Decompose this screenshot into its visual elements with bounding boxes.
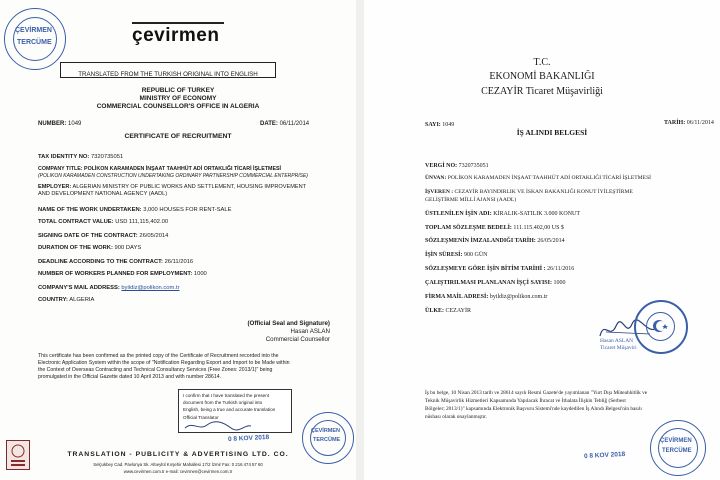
workers-field [38,271,207,277]
country-label: COUNTRY: [38,297,68,303]
signatory-title: Ticaret Müşaviri [600,345,637,351]
mail-value: byildiz@polikon.com.tr [489,294,548,300]
header-ministry: EKONOMİ BAKANLIĞI [489,71,595,82]
footer-line: Bölgeler; 2013/1)" kapsamında Elektronik Başvuru Sistemi'nde kaydedilen İş Alındı Belgesi'nin basılı [425,406,642,412]
employer-value: CEZAYİR BAYINDIRLIK VE İSKAN BAKANLIĞI KONUT İYİLEŞTİRME [454,189,633,195]
signing-value: 26/05/2014 [537,238,565,244]
agency-name: TRANSLATION - PUBLICITY & ADVERTISING LTD. CO. [67,451,289,458]
footer-line: İş bu belge, 10 Nisan 2013 tarih ve 28614 sayılı Resmi Gazete'de yayımlanan "Yurt Dışı Müteahhitlik ve [425,390,648,396]
stamp-word: ÇEVİRMEN [660,438,692,444]
footer-paragraph-line: This certificate has been confirmed as the printed copy of the Certificate of Recruitment recorded into the [38,353,279,359]
footer-line: Teknik Müşavirlik Hizmetleri Kapsamında Yapılacak İhracat ve İthalata İlişkin Tebliğ (Serbest [425,398,626,404]
stamp-word: TERCÜME [17,39,52,46]
turkish-original-page [364,0,720,480]
footer-paragraph-line: the Context of Overseas Contracting and Technical Consultancy Services (Free Zones: 2013/1)" being [38,367,273,373]
signing-field [425,238,565,244]
stamp-word: TERCÜME [662,448,692,454]
confirm-line: I confirm that I have translated the present [183,393,270,398]
stamp-word: ÇEVİRMEN [311,428,341,434]
signing-label: SÖZLEŞMENİN İMZALANDIĞI TARİH: [425,238,536,244]
company-field [38,166,281,172]
number-line [38,121,81,127]
footer-line: nüshası olarak onaylanmıştır. [425,414,487,420]
header-office: CEZAYİR Ticaret Müşavirliği [481,86,603,97]
workers-label: ÇALIŞTIRILMASI PLANLANAN İŞÇİ SAYISI: [425,280,552,286]
footer-paragraph-line: promulgated in the Official Gazette dated 10 April 2013 and with number 28614. [38,374,222,380]
cevirmen-logo [128,22,228,48]
employer-field [38,184,306,190]
deadline-value: 26/11/2016 [547,266,575,272]
company-translation: (POLIKON KARAMADEN CONSTRUCTION UNDERTAKING ORDINARY PARTNERSHIP COMMERCIAL ENTERPRISE) [38,173,308,179]
mail-label: FİRMA MAİL ADRESİ: [425,294,489,300]
country-value: ALGERIA [69,297,95,303]
date-line [260,121,309,127]
agency-web: www.cevirmen.com.tr e-mail: cevirmen@cevirmen.com.tr [123,469,233,474]
work-value: KİRALIK-SATILIK 3.000 KONUT [493,211,581,217]
work-field [425,211,580,217]
deadline-label: DEADLINE ACCORDING TO THE CONTRACT: [38,259,163,265]
work-label: NAME OF THE WORK UNDERTAKEN: [38,207,142,213]
tax-label: TAX IDENTITY NO: [38,154,90,160]
crescent-star-icon [650,316,670,336]
mail-field [38,285,180,291]
translator-stamp-top [4,8,66,70]
deadline-field [425,266,574,272]
deadline-field [38,259,193,265]
date-stamp: 0 8 KOV 2018 [583,450,626,461]
duration-value: 900 GÜN [464,252,488,258]
tax-value: 7320735051 [90,154,124,160]
document-title: CERTIFICATE OF RECRUITMENT [124,133,232,140]
ministry-seal [634,300,688,354]
page-divider [356,0,364,480]
work-label: ÜSTLENİLEN İŞİN ADI: [425,211,492,217]
company-value: POLİKON KARAMADEN İNŞAAT TAAHHÜT ADİ ORTAKLIĞI TİCARİ İŞLETMESİ [84,166,281,172]
duration-value: 900 DAYS [114,245,142,251]
contract-value-label: TOTAL CONTRACT VALUE: [38,219,114,225]
date-stamp: 0 8 KOV 2018 [227,433,270,444]
translator-confirmation-box [178,389,292,433]
signatory-name: Hasan ASLAN [600,338,634,344]
signatory-name: Hasan ASLAN [290,328,330,335]
company-label: ÜNVAN: [425,175,447,181]
workers-label: NUMBER OF WORKERS PLANNED FOR EMPLOYMENT: [38,271,193,277]
contract-value-field [38,219,168,225]
logo-text: çevirmen [132,25,220,46]
date-value: 06/11/2014 [686,120,714,126]
employer-value-line2: AND DEVELOPMENT NATIONAL AGENCY (AADL) [38,191,168,197]
header-tc: T.C. [533,57,551,68]
signing-value: 26/05/2014 [139,233,169,239]
employer-label: EMPLOYER: [38,184,72,190]
footer-paragraph-line: Electronic Application System within the scope of "Notification Regarding Export and Import to be Made within [38,360,290,366]
workers-field [425,280,565,286]
document-title: İŞ ALINDI BELGESİ [516,128,588,137]
duration-field [425,252,488,258]
contract-value-label: TOPLAM SÖZLEŞME BEDELİ: [425,225,512,231]
country-field [425,308,471,314]
company-label: COMPANY TITLE: [38,166,83,172]
country-value: CEZAYİR [445,308,471,314]
header-republic: REPUBLIC OF TURKEY [141,87,215,94]
date-line [664,120,714,126]
employer-value: ALGERIAN MINISTRY OF PUBLIC WORKS AND SETTLEMENT, HOUSING IMPROVEMENT [72,184,307,190]
country-label: ÜLKE: [425,308,445,314]
number-value: 1049 [442,122,455,128]
date-value: 06/11/2014 [279,121,310,127]
signatory-title: Commercial Counsellor [265,336,330,343]
number-label: SAYI: [425,122,441,128]
deadline-value: 26/11/2016 [164,259,194,265]
company-field [425,175,651,181]
employer-field [425,189,633,195]
tax-label: VERGİ NO: [425,163,458,169]
mail-label: COMPANY'S MAIL ADDRESS: [38,285,120,291]
mail-value: byildiz@polikon.com.tr [121,285,180,291]
duration-label: DURATION OF THE WORK: [38,245,113,251]
signing-field [38,233,168,239]
signing-label: SIGNING DATE OF THE CONTRACT: [38,233,138,239]
confirm-line: English, being a true and accurate translation [183,407,276,412]
confirm-line: document from the Turkish original into [183,400,263,405]
translator-signature [183,420,253,432]
translation-label: TRANSLATED FROM THE TURKISH ORIGINAL INTO ENGLISH [78,71,258,78]
contract-value: 111.115.402,00 US $ [513,225,564,231]
mail-field [425,294,547,300]
tax-field [425,163,489,169]
translation-label-box [60,62,276,78]
tax-value: 7320735051 [458,163,489,169]
header-ministry: MINISTRY OF ECONOMY [139,95,217,102]
employer-label: İŞVEREN : [425,189,454,195]
tax-field [38,154,123,160]
header-office: COMMERCIAL COUNSELLOR'S OFFICE IN ALGERIA [96,103,260,110]
confirm-line: Official Translator [183,415,219,420]
english-translation-page [0,0,356,480]
workers-value: 1000 [553,280,566,286]
duration-field [38,245,141,251]
contract-value: USD 111,115,402.00 [115,219,169,225]
date-label: TARİH: [664,120,686,126]
work-value: 3,000 HOUSES FOR RENT-SALE [143,207,232,213]
workers-value: 1000 [193,271,207,277]
country-field [38,297,94,303]
number-value: 1049 [68,121,82,127]
contract-value-field [425,225,564,231]
employer-value-line2: GELİŞTİRME MİLLİ AJANSI (AADL) [425,197,517,203]
date-label: DATE: [260,121,278,127]
work-field [38,207,232,213]
stamp-word: ÇEVİRMEN [15,27,52,34]
translator-stamp-bottom [650,420,706,476]
agency-address: Selçukbey Cad. Pavlonya Sk. Altıeylül Kırşehir Mahallesi 17/2 İzmir Fax: 0 216 474 57 60 [93,462,263,467]
deadline-label: SÖZLEŞMEYE GÖRE İŞİN BİTİM TARİHİ : [425,266,546,272]
duration-label: İŞİN SÜRESİ: [425,252,463,258]
company-value: POLİKON KARAMADEN İNŞAAT TAAHHÜT ADİ ORTAKLIĞI TİCARİ İŞLETMESİ [447,175,652,181]
stamp-word: TERCÜME [313,437,341,443]
number-label: NUMBER: [38,121,67,127]
official-seal-label: (Official Seal and Signature) [247,320,330,327]
